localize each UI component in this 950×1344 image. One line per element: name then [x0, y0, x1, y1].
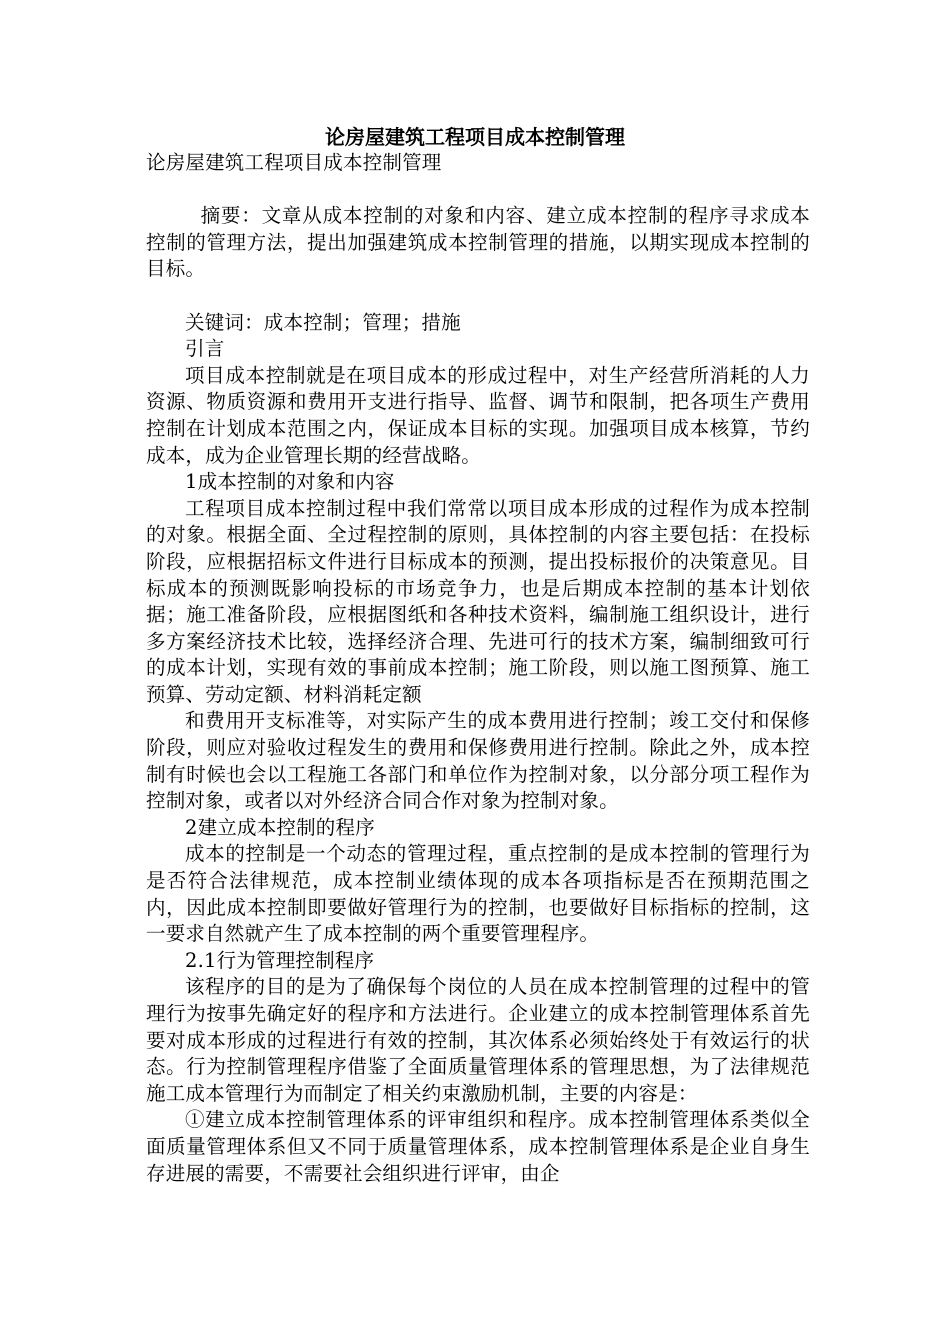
abstract-paragraph: 摘要：文章从成本控制的对象和内容、建立成本控制的程序寻求成本控制的管理方法，提出加强建筑成本控制管理的措施，以期实现成本控制的目标。 — [146, 204, 810, 281]
keywords-line: 关键词：成本控制；管理；措施 — [185, 310, 461, 334]
section-heading-intro: 引言 — [185, 337, 225, 361]
document-title: 论房屋建筑工程项目成本控制管理 — [325, 125, 625, 149]
body-paragraph: 该程序的目的是为了确保每个岗位的人员在成本控制管理的过程中的管理行为按事先确定好的程序和方法进行。企业建立的成本控制管理体系首先要对成本形成的过程进行有效的控制，其次体系必须始终处于有效运行的状态。行为控制管理程序借鉴了全面质量管理体系的管理思想，为了法律规范施工成本管理行为而制定了相关约束激励机制，主要的内容是： — [146, 975, 810, 1105]
blank-line — [146, 177, 810, 204]
body-paragraph: ①建立成本控制管理体系的评审组织和程序。成本控制管理体系类似全面质量管理体系但又不同于质量管理体系，成本控制管理体系是企业自身生存进展的需要，不需要社会组织进行评审，由企 — [146, 1108, 810, 1185]
body-paragraph: 项目成本控制就是在项目成本的形成过程中，对生产经营所消耗的人力资源、物质资源和费用开支进行指导、监督、调节和限制，把各项生产费用控制在计划成本范围之内，保证成本目标的实现。加强项目成本核算，节约成本，成为企业管理长期的经营战略。 — [146, 363, 810, 467]
body-paragraph: 成本的控制是一个动态的管理过程，重点控制的是成本控制的管理行为是否符合法律规范，成本控制业绩体现的成本各项指标是否在预期范围之内，因此成本控制即要做好管理行为的控制，也要做好目标指标的控制，这一要求自然就产生了成本控制的两个重要管理程序。 — [146, 842, 810, 946]
document-body — [146, 150, 810, 1187]
section-heading-2: 2建立成本控制的程序 — [185, 815, 375, 839]
blank-line — [146, 283, 810, 310]
document-subtitle: 论房屋建筑工程项目成本控制管理 — [146, 151, 442, 174]
body-paragraph: 工程项目成本控制过程中我们常常以项目成本形成的过程作为成本控制的对象。根据全面、全过程控制的原则，具体控制的内容主要包括：在投标阶段，应根据招标文件进行目标成本的预测，提出投标报价的决策意见。目标成本的预测既影响投标的市场竞争力，也是后期成本控制的基本计划依据；施工准备阶段，应根据图纸和各种技术资料，编制施工组织设计，进行多方案经济技术比较，选择经济合理、先进可行的技术方案，编制细致可行的成本计划，实现有效的事前成本控制；施工阶段，则以施工图预算、施工预算、劳动定额、材料消耗定额 — [146, 496, 810, 706]
section-heading-2-1: 2.1行为管理控制程序 — [185, 948, 375, 972]
section-heading-1: 1成本控制的对象和内容 — [185, 470, 395, 494]
body-paragraph: 和费用开支标准等，对实际产生的成本费用进行控制；竣工交付和保修阶段，则应对验收过程发生的费用和保修费用进行控制。除此之外，成本控制有时候也会以工程施工各部门和单位作为控制对象，以分部分项工程作为控制对象，或者以对外经济合同合作对象为控制对象。 — [146, 709, 810, 813]
